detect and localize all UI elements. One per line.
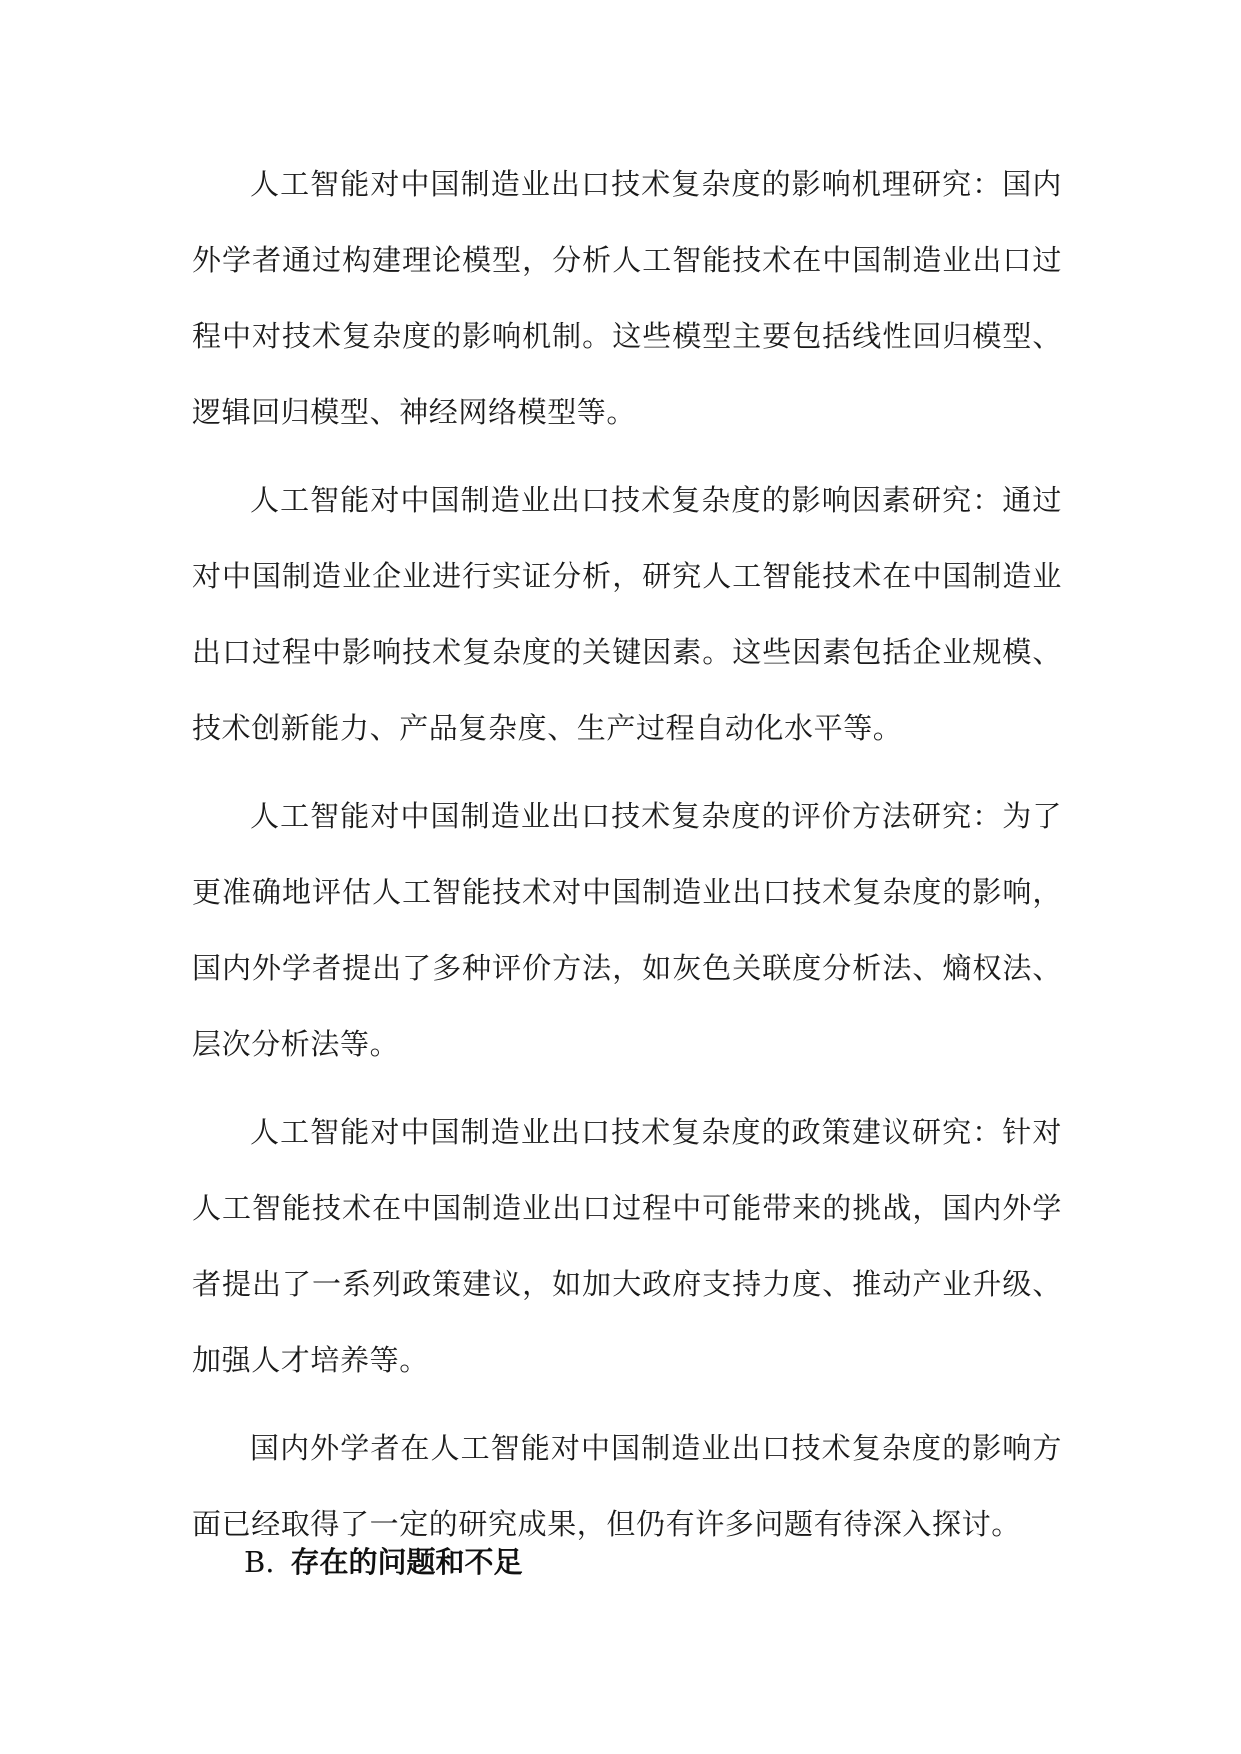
- paragraph-evaluation: 人工智能对中国制造业出口技术复杂度的评价方法研究：为了更准确地评估人工智能技术对中国制造业出口技术复杂度的影响，国内外学者提出了多种评价方法，如灰色关联度分析法、熵权法、层次分析法等。: [192, 799, 1062, 1061]
- paragraph-factors: 人工智能对中国制造业出口技术复杂度的影响因素研究：通过对中国制造业企业进行实证分析，研究人工智能技术在中国制造业出口过程中影响技术复杂度的关键因素。这些因素包括企业规模、技术创新能力、产品复杂度、生产过程自动化水平等。: [192, 483, 1062, 745]
- body-text: [192, 146, 1062, 1574]
- paragraph-summary: 国内外学者在人工智能对中国制造业出口技术复杂度的影响方面已经取得了一定的研究成果，但仍有许多问题有待深入探讨。: [192, 1431, 1062, 1541]
- paragraph-policy: 人工智能对中国制造业出口技术复杂度的政策建议研究：针对人工智能技术在中国制造业出口过程中可能带来的挑战，国内外学者提出了一系列政策建议，如加大政府支持力度、推动产业升级、加强人才培养等。: [192, 1115, 1062, 1377]
- section-title: 存在的问题和不足: [290, 1545, 523, 1579]
- section-heading: [244, 1542, 523, 1582]
- section-label: B.: [244, 1545, 275, 1579]
- paragraph-mechanism: 人工智能对中国制造业出口技术复杂度的影响机理研究：国内外学者通过构建理论模型，分析人工智能技术在中国制造业出口过程中对技术复杂度的影响机制。这些模型主要包括线性回归模型、逻辑回归模型、神经网络模型等。: [192, 167, 1062, 429]
